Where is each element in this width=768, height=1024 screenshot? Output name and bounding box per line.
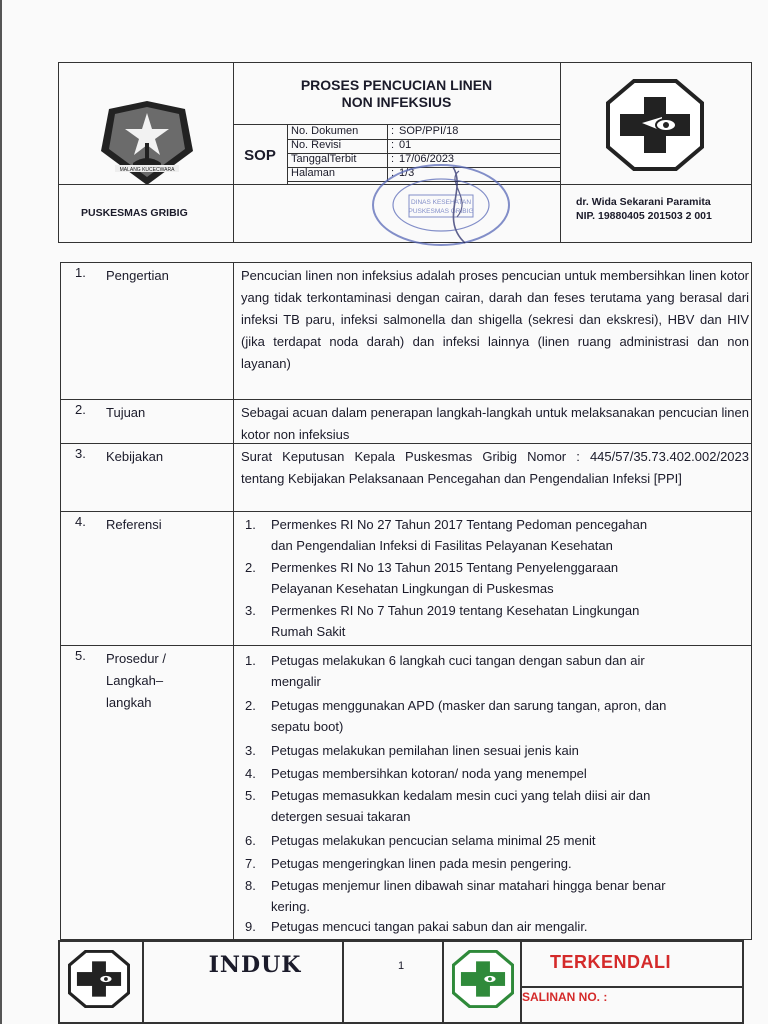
row-number: 3. (75, 446, 86, 461)
health-cross-logo-icon (68, 950, 130, 1008)
doc-title-line2: NON INFEKSIUS (341, 94, 452, 110)
row-label: Kebijakan (106, 449, 164, 464)
meta-value: SOP/PPI/18 (399, 125, 459, 137)
row-text: Pencucian linen non infeksius adalah proses pencucian untuk membersihkan linen kotor yang tidak terkontaminasi dengan cairan, darah dan feses terutama yang berasal dari infeksi TB paru, infeksi salmonella dan shigella (sekresi dan ekskresi), HBV dan HIV (jika terdapat noda darah) dan infeksi lainnya (linen ruang administrasi dan non layanan) (241, 268, 749, 371)
official-stamp-icon (369, 159, 519, 249)
row-label: Pengertian (106, 268, 169, 283)
row-text: Surat Keputusan Kepala Puskesmas Gribig Nomor : 445/57/35.73.402.002/2023 tentang Kebijakan Pelaksanaan Pencegahan dan Pengendalian Infeksi [PPI] (241, 449, 749, 486)
meta-sep: : (391, 125, 395, 137)
header-middle-cell (233, 63, 561, 242)
row-number: 4. (75, 514, 86, 529)
sop-label: SOP (233, 125, 288, 185)
table-row-kebijakan (61, 444, 751, 512)
signatory-nip: NIP. 19880405 201503 2 001 (576, 210, 712, 222)
city-emblem-icon (95, 99, 199, 187)
header-right-cell (560, 63, 751, 242)
meta-key: No. Revisi (291, 139, 342, 151)
left-divider (59, 184, 233, 185)
meta-value: 1/3 (399, 167, 415, 179)
meta-row-revisi (287, 139, 560, 154)
terkendali-label: TERKENDALI (550, 952, 671, 972)
meta-sep: : (391, 153, 395, 165)
health-cross-logo-green-icon (452, 950, 514, 1008)
row-number: 2. (75, 402, 86, 417)
meta-row-dokumen (287, 125, 560, 140)
row-text: Sebagai acuan dalam penerapan langkah-langkah untuk melaksanakan pencucian linen kotor non infeksius (241, 405, 749, 442)
meta-sep: : (391, 167, 395, 179)
induk-label: INDUK (208, 952, 302, 978)
page-number: 1 (398, 960, 405, 972)
meta-key: Halaman (291, 167, 336, 179)
document-header (58, 62, 752, 243)
salinan-label: SALINAN NO. : (522, 990, 608, 1004)
header-left-cell (59, 63, 234, 242)
table-row-tujuan (61, 400, 751, 444)
row-label-line2: Langkah– (106, 673, 164, 688)
sop-table (60, 262, 752, 940)
meta-value: 17/06/2023 (399, 153, 455, 165)
row-label-line3: langkah (106, 695, 152, 710)
row-label-line1: Prosedur / (106, 651, 166, 666)
health-cross-logo-icon (606, 79, 704, 171)
document-footer (58, 940, 744, 1024)
row-number: 1. (75, 265, 86, 280)
svg-text:PUSKESMAS GRIBIG: PUSKESMAS GRIBIG (408, 208, 474, 215)
meta-value: 01 (399, 139, 412, 151)
doc-title-line1: PROSES PENCUCIAN LINEN (300, 77, 493, 93)
page-edge (0, 0, 2, 1024)
meta-sep: : (391, 139, 395, 151)
meta-key: TanggalTerbit (291, 153, 357, 165)
row-label: Referensi (106, 517, 162, 532)
row-label: Tujuan (106, 405, 146, 420)
table-row-referensi: 4. Referensi 1. Permenkes RI No 27 Tahun 2017 Tentang Pedoman pencegahan dan Pengendalian Infeksi di Fasilitas Pelayanan Kesehatan 2. Permenkes RI No 13 Tahun 2015 Tentang Penyelenggaraan Pelayanan Kesehatan Lingkungan di Puskesmas 3. Permenkes RI No 7 Tahun 2019 tentang Kesehatan Lingkungan Rumah Sakit (61, 512, 751, 646)
row-number: 5. (75, 648, 86, 663)
puskesmas-name: PUSKESMAS GRIBIG (81, 207, 188, 219)
table-row-pengertian (61, 263, 751, 400)
table-row-prosedur: 5. Prosedur / Langkah– langkah 1. Petugas melakukan 6 langkah cuci tangan dengan sabun dan air mengalir 2. Petugas menggunakan APD (masker dan sarung tangan, apron, dan sepatu boot) 3. Petugas melakukan pemilahan linen sesuai jenis kain 4. Petugas membersihkan kotoran/ noda yang menempel 5. Petugas memasukkan kedalam mesin cuci yang telah diisi air dan detergen sesuai takaran 6. Petugas melakukan pencucian selama minimal 25 menit 7. Petugas mengeringkan linen pada mesin pengering. 8. Petugas menjemur linen dibawah sinar matahari hingga benar benar kering. 9. Petugas mencuci tangan pakai sabun dan air mengalir. (61, 646, 751, 939)
signatory-name: dr. Wida Sekarani Paramita (576, 196, 711, 208)
svg-text:MALANG KUCECWARA: MALANG KUCECWARA (119, 167, 175, 173)
svg-text:DINAS KESEHATAN: DINAS KESEHATAN (410, 199, 472, 206)
meta-key: No. Dokumen (291, 125, 359, 137)
right-divider (560, 184, 751, 185)
